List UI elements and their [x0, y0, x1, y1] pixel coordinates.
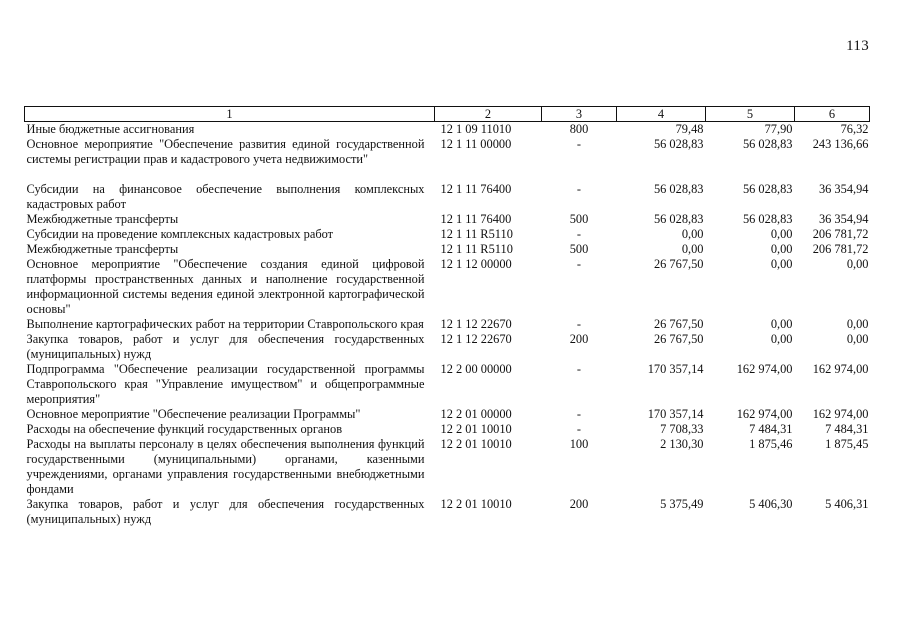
- row-expense-type: -: [576, 362, 582, 376]
- row-value-col6: 76,32: [840, 122, 869, 136]
- row-code: 12 1 12 00000: [440, 257, 512, 271]
- row-value-col6: 206 781,72: [812, 227, 869, 241]
- row-name: Субсидии на проведение комплексных кадастровых работ: [26, 227, 334, 241]
- row-expense-type: -: [576, 317, 582, 331]
- row-spacer-cell: [25, 167, 870, 182]
- row-code: 12 1 09 11010: [440, 122, 512, 136]
- row-value-col5: 162 974,00: [736, 362, 793, 376]
- row-code: 12 2 01 10010: [440, 422, 512, 436]
- row-value-col5: 7 484,31: [749, 422, 793, 436]
- row-value-col4: 0,00: [681, 227, 704, 241]
- row-value-col5: 56 028,83: [742, 182, 793, 196]
- row-value-col6: 0,00: [846, 317, 869, 331]
- row-code: 12 2 01 00000: [440, 407, 512, 421]
- table-row: [25, 422, 870, 437]
- row-value-col5: 0,00: [770, 242, 793, 256]
- row-value-col6: 36 354,94: [818, 182, 869, 196]
- row-value-col4: 170 357,14: [647, 362, 704, 376]
- row-name: Основное мероприятие "Обеспечение реализации Программы": [26, 407, 361, 421]
- row-name: Закупка товаров, работ и услуг для обеспечения государственных (муниципальных) нужд: [26, 497, 425, 526]
- row-code: 12 1 11 00000: [440, 137, 512, 151]
- row-name: Подпрограмма "Обеспечение реализации государственной программы Ставропольского края "Управление имуществом" и общепрограммные мероприятия": [26, 362, 425, 406]
- row-name: Закупка товаров, работ и услуг для обеспечения государственных (муниципальных) нужд: [26, 332, 425, 361]
- row-expense-type: 500: [569, 212, 589, 226]
- row-code: 12 1 11 76400: [440, 182, 512, 196]
- row-expense-type: -: [576, 137, 582, 151]
- table-row: [25, 242, 870, 257]
- row-value-col5: 5 406,30: [749, 497, 793, 511]
- table-row: [25, 137, 870, 167]
- row-code: 12 1 12 22670: [440, 332, 512, 346]
- table-row: [25, 212, 870, 227]
- row-value-col5: 77,90: [764, 122, 793, 136]
- row-expense-type: 200: [569, 497, 589, 511]
- row-value-col5: 0,00: [770, 257, 793, 271]
- table-row: [25, 437, 870, 497]
- table-row: [25, 227, 870, 242]
- row-name: Расходы на обеспечение функций государственных органов: [26, 422, 343, 436]
- row-value-col4: 7 708,33: [660, 422, 704, 436]
- column-header-2: 2: [435, 107, 542, 122]
- row-value-col6: 206 781,72: [812, 242, 869, 256]
- row-value-col4: 170 357,14: [647, 407, 704, 421]
- column-header-3: 3: [542, 107, 617, 122]
- row-expense-type: 800: [569, 122, 589, 136]
- row-expense-type: -: [576, 407, 582, 421]
- table-row: [25, 332, 870, 362]
- row-value-col4: 79,48: [675, 122, 704, 136]
- row-name: Межбюджетные трансферты: [26, 212, 179, 226]
- row-code: 12 2 01 10010: [440, 497, 512, 511]
- row-code: 12 1 11 76400: [440, 212, 512, 226]
- row-value-col5: 56 028,83: [742, 212, 793, 226]
- table-row: [25, 257, 870, 317]
- row-name: Расходы на выплаты персоналу в целях обеспечения выполнения функций государственными (муниципальными) органами, казенными учреждениями, органами управления государственными внебюджетными фондами: [26, 437, 425, 496]
- row-value-col4: 5 375,49: [660, 497, 704, 511]
- table-header: [25, 107, 870, 122]
- row-value-col6: 36 354,94: [818, 212, 869, 226]
- row-value-col5: 162 974,00: [736, 407, 793, 421]
- row-expense-type: 500: [569, 242, 589, 256]
- table-row: [25, 182, 870, 212]
- row-value-col4: 26 767,50: [653, 317, 704, 331]
- row-value-col5: 0,00: [770, 317, 793, 331]
- row-name: Межбюджетные трансферты: [26, 242, 179, 256]
- row-expense-type: 200: [569, 332, 589, 346]
- row-expense-type: 100: [569, 437, 589, 451]
- row-value-col5: 1 875,46: [749, 437, 793, 451]
- row-name: Выполнение картографических работ на территории Ставропольского края: [26, 317, 424, 331]
- row-value-col6: 1 875,45: [825, 437, 869, 451]
- row-value-col4: 0,00: [681, 242, 704, 256]
- row-value-col4: 56 028,83: [653, 212, 704, 226]
- row-value-col6: 5 406,31: [825, 497, 869, 511]
- row-code: 12 1 11 R5110: [440, 242, 513, 256]
- row-name: Иные бюджетные ассигнования: [26, 122, 195, 136]
- table-row: [25, 122, 870, 138]
- row-expense-type: -: [576, 422, 582, 436]
- column-header-6: 6: [795, 107, 870, 122]
- row-value-col6: 7 484,31: [825, 422, 869, 436]
- row-value-col5: 0,00: [770, 227, 793, 241]
- row-value-col6: 243 136,66: [812, 137, 869, 151]
- page-number: 113: [846, 38, 869, 54]
- row-expense-type: -: [576, 257, 582, 271]
- row-code: 12 2 01 10010: [440, 437, 512, 451]
- row-name: Основное мероприятие "Обеспечение развития единой государственной системы регистрации прав и кадастрового учета недвижимости": [26, 137, 425, 166]
- table-row: [25, 407, 870, 422]
- column-header-1: 1: [25, 107, 435, 122]
- row-value-col6: 162 974,00: [812, 362, 869, 376]
- row-expense-type: -: [576, 182, 582, 196]
- table-row: [25, 317, 870, 332]
- column-header-4: 4: [617, 107, 706, 122]
- row-expense-type: -: [576, 227, 582, 241]
- row-value-col4: 56 028,83: [653, 137, 704, 151]
- row-name: Основное мероприятие "Обеспечение создания единой цифровой платформы пространственных данных и наполнение государственной информационной системы ведения единой электронной картографической основы": [26, 257, 425, 316]
- row-code: 12 2 00 00000: [440, 362, 512, 376]
- row-name: Субсидии на финансовое обеспечение выполнения комплексных кадастровых работ: [26, 182, 425, 211]
- row-code: 12 1 11 R5110: [440, 227, 513, 241]
- row-value-col4: 26 767,50: [653, 257, 704, 271]
- row-value-col4: 56 028,83: [653, 182, 704, 196]
- row-value-col4: 26 767,50: [653, 332, 704, 346]
- row-value-col5: 0,00: [770, 332, 793, 346]
- row-value-col4: 2 130,30: [660, 437, 704, 451]
- column-header-5: 5: [706, 107, 795, 122]
- row-code: 12 1 12 22670: [440, 317, 512, 331]
- row-value-col6: 0,00: [846, 332, 869, 346]
- row-value-col6: 0,00: [846, 257, 869, 271]
- budget-table: [24, 106, 870, 527]
- row-value-col5: 56 028,83: [742, 137, 793, 151]
- table-row: [25, 362, 870, 407]
- table-row: [25, 497, 870, 527]
- row-value-col6: 162 974,00: [812, 407, 869, 421]
- table-body: [25, 122, 870, 528]
- row-spacer: [25, 167, 870, 182]
